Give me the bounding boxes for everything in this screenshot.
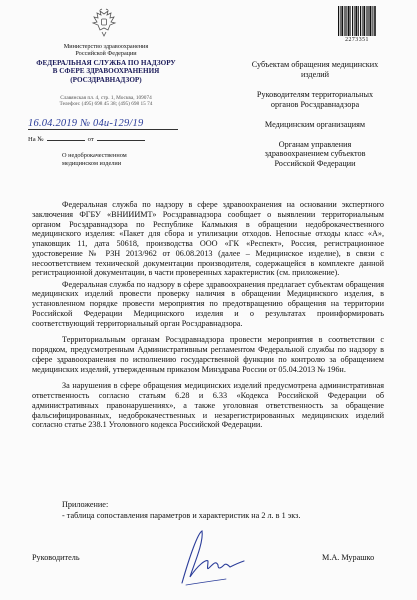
registration-line	[28, 118, 178, 130]
agency-line-3: (РОСЗДРАВНАДЗОР)	[70, 75, 142, 84]
agency-line-1: ФЕДЕРАЛЬНАЯ СЛУЖБА ПО НАДЗОРУ	[36, 59, 176, 67]
appendix-label: Приложение:	[62, 500, 109, 509]
appendix-item: - таблица сопоставления параметров и характеристик на 2 л. в 1 экз.	[62, 510, 301, 520]
agency-address	[42, 95, 170, 108]
barcode-number: 2273351	[345, 37, 369, 43]
barcode-icon	[338, 6, 376, 36]
recipient-1: Субъектам обращения медицинских изделий	[251, 60, 379, 79]
reference-blank	[47, 140, 85, 141]
recipient-2: Руководителям территориальных органов Росздравнадзора	[256, 89, 374, 109]
signatory-title: Руководитель	[32, 553, 80, 562]
signatory-name: М.А. Мурашко	[322, 553, 375, 562]
recipients-block	[248, 60, 382, 179]
letter-subject: О недоброкачественном медицинском изделии	[62, 152, 127, 167]
letter-body	[32, 200, 384, 432]
reference-from: от	[87, 136, 94, 143]
ministry-name: Министерство здравоохранения Российской Федерации	[63, 43, 149, 57]
handwritten-signature	[168, 525, 248, 590]
recipient-3: Медицинским организациям	[264, 119, 366, 129]
address-line-2: Телефон: (495) 698 45 38; (495) 698 15 74	[59, 101, 153, 108]
reference-line	[28, 136, 145, 143]
appendix-block	[62, 500, 300, 521]
reference-prefix: На №	[28, 136, 44, 143]
registration-underline	[28, 129, 178, 130]
registration-number-handwritten: 16.04.2019 № 04и-129/19	[28, 118, 144, 129]
address-line-1: Славянская пл. 4, стр. 1, Москва, 109074	[60, 95, 152, 101]
recipient-4: Органам управления здравоохранением субъектов Российской Федерации	[264, 139, 366, 169]
agency-name	[28, 59, 184, 84]
reference-date-blank	[97, 140, 145, 141]
body-paragraph-2: Федеральная служба по надзору в сфере здравоохранения предлагает субъектам обращения медицинских изделий провести проверку наличия в обращении Медицинского изделия, в установленном порядке провести мероприятия по предотвращению обращения на территории Российской Федерации Медицинского изделия и о результатах проинформировать соответствующий территориальный орган Росздравнадзора.	[32, 279, 384, 328]
body-paragraph-1: Федеральная служба по надзору в сфере здравоохранения на основании экспертного заключения ФГБУ «ВНИИИМТ» Росздравнадзора сообщает о выявлении территориальным органом Росздравнадзора по Республике Калмыкия в обращении недоброкачественного медицинского изделия: «Пакет для сбора и утилизации отходов. Непосные отходы класс «А», упаковщик 11, дата 50618, производства ООО «ГК «Респект», Россия, регистрационное удостоверение № РЗН 2013/962 от 06.08.2013 (далее – Медицинское изделие), в связи с несоответствием технической документации производителя, содержащейся в комплекте данной регистрационной документации, в части проверенных характеристик (см. приложение).	[32, 200, 384, 278]
agency-line-2: В СФЕРЕ ЗДРАВООХРАНЕНИЯ	[52, 67, 160, 76]
body-paragraph-4: За нарушения в сфере обращения медицинских изделий предусмотрена административная ответственность согласно статьям 6.28 и 6.33 «Кодекса Российской Федерации об административных правонарушениях», а также уголовная ответственность за обращение фальсифицированных, недоброкачественных и незарегистрированных медицинских изделий согласно статье 238.1 Уголовного кодекса Российской Федерации.	[32, 381, 384, 430]
double-headed-eagle-emblem-icon	[89, 8, 119, 38]
body-paragraph-3: Территориальным органам Росздравнадзора провести мероприятия в соответствии с порядком, предусмотренным Административным регламентом Федеральной службы по надзору в сфере здравоохранения по исполнению государственной функции по контролю за обращением медицинских изделий, утвержденным приказом Минздрава России от 05.04.2013 № 196н.	[32, 335, 384, 374]
